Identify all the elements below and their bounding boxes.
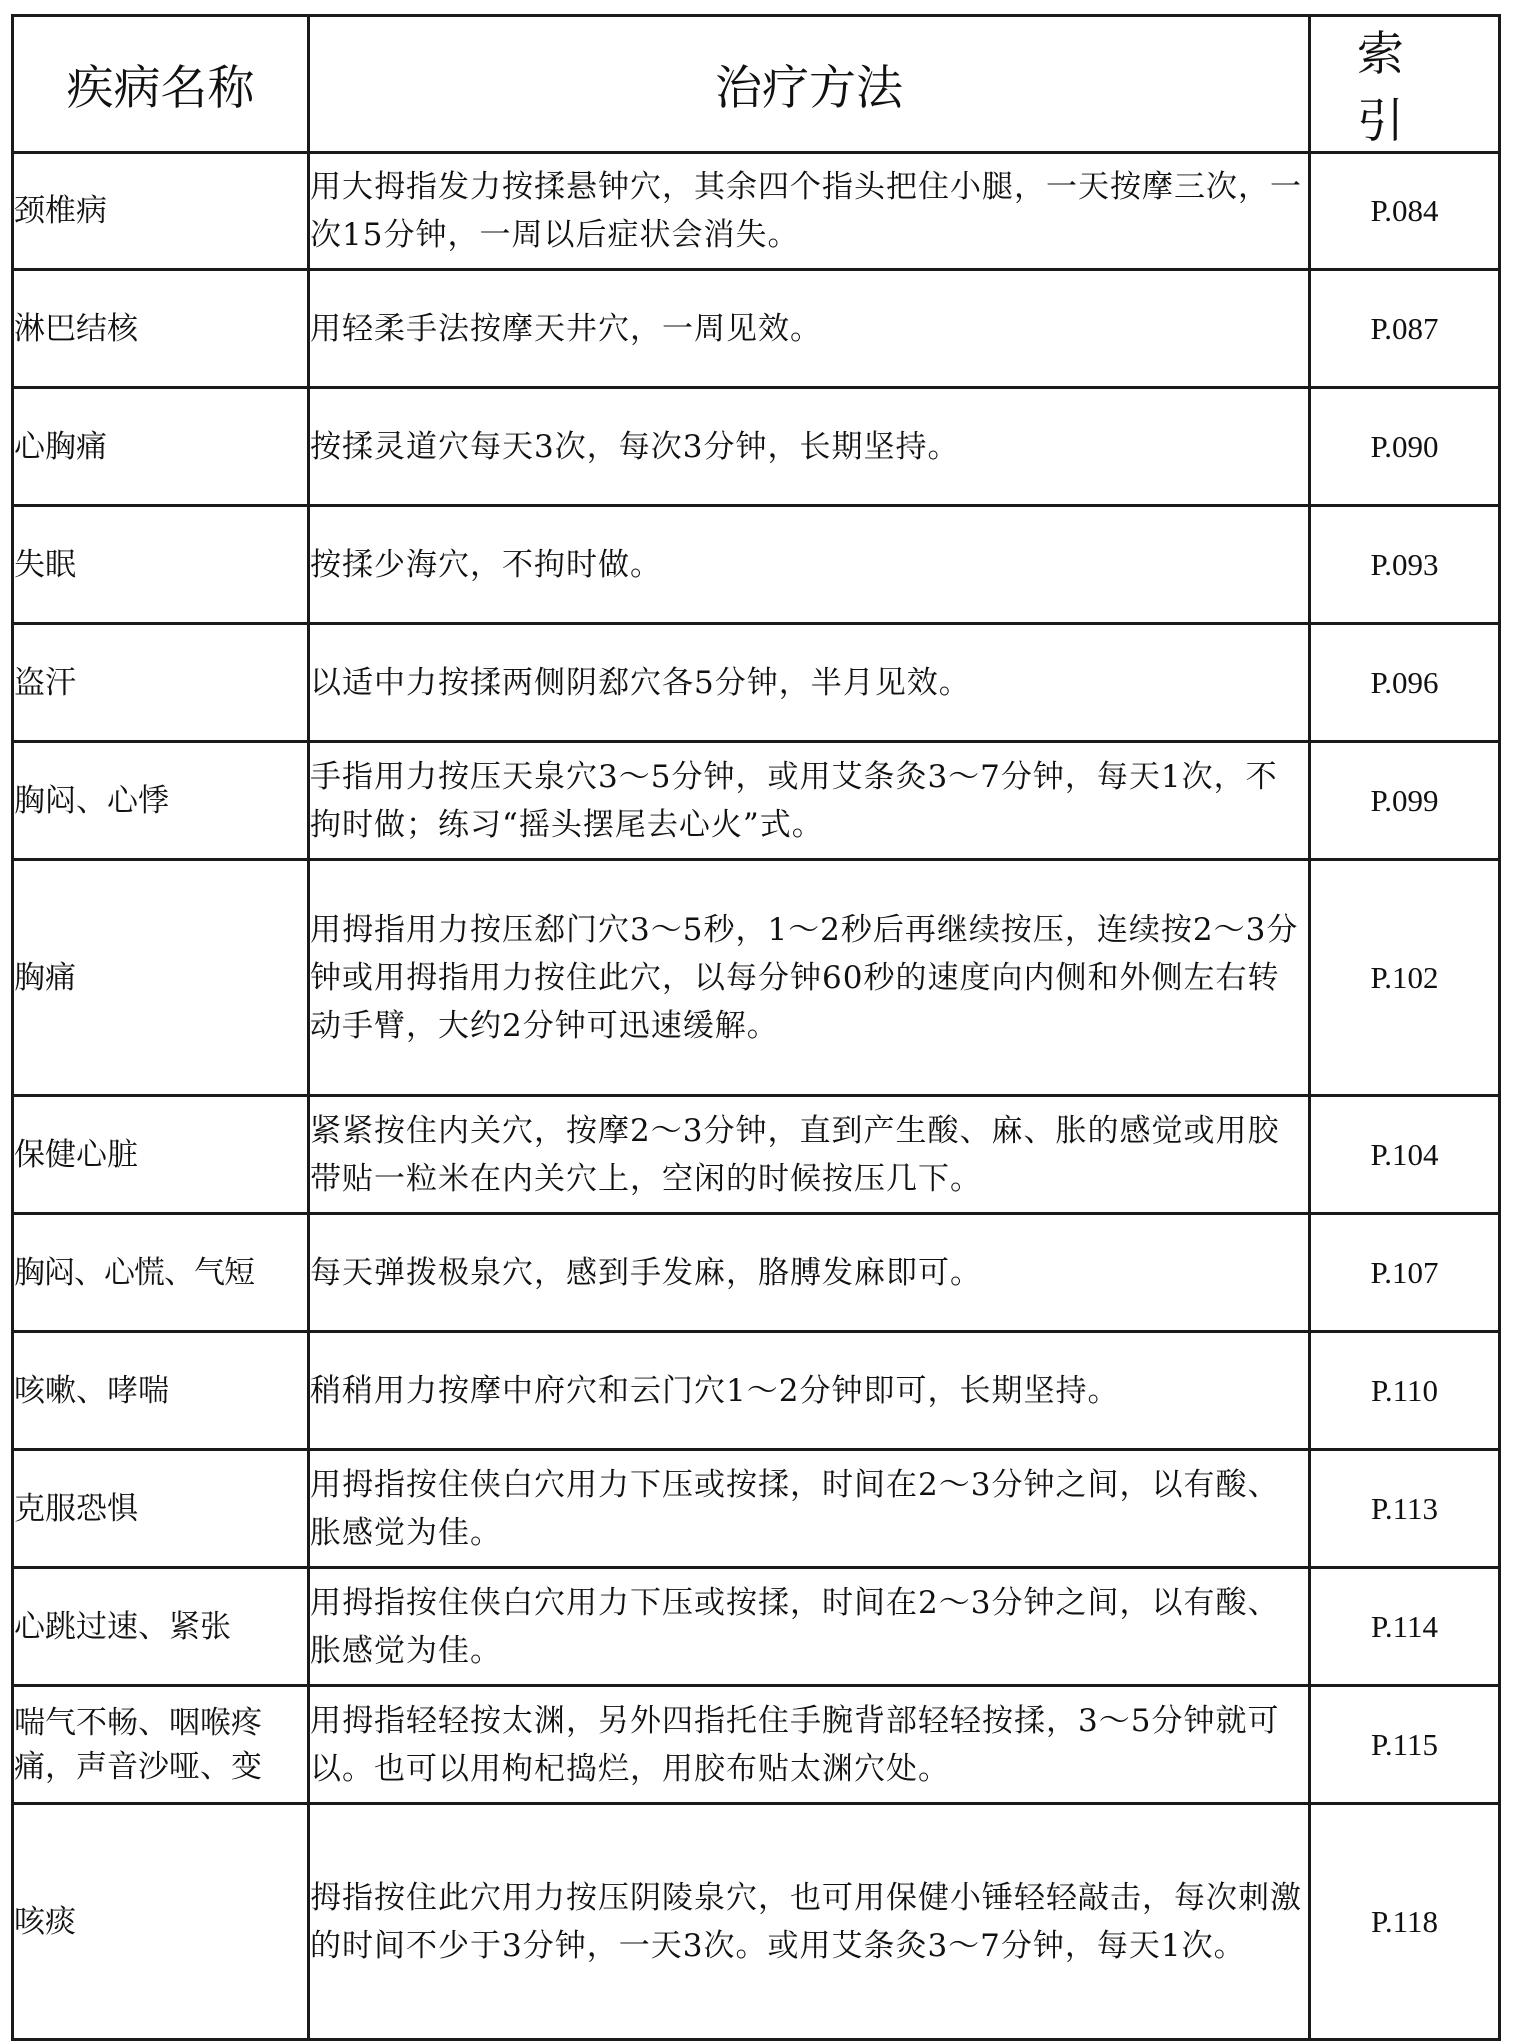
treatment-method: 用大拇指发力按揉悬钟穴，其余四个指头把住小腿，一天按摩三次，一次15分钟，一周以后症状会消失。 [309, 153, 1310, 270]
treatment-method: 每天弹拨极泉穴，感到手发麻，胳膊发麻即可。 [309, 1214, 1310, 1332]
page-index: P.093 [1310, 506, 1500, 624]
disease-name: 咳痰 [13, 1804, 309, 2040]
disease-name: 胸痛 [13, 860, 309, 1096]
table-row [13, 1686, 1500, 1804]
table-row [13, 860, 1500, 1096]
table-row [13, 1804, 1500, 2040]
treatment-method: 用拇指轻轻按太渊，另外四指托住手腕背部轻轻按揉，3～5分钟就可以。也可以用枸杞捣烂，用胶布贴太渊穴处。 [309, 1686, 1310, 1804]
page-index: P.118 [1310, 1804, 1500, 2040]
page-index: P.099 [1310, 742, 1500, 860]
table-row [13, 742, 1500, 860]
treatment-method: 手指用力按压天泉穴3～5分钟，或用艾条灸3～7分钟，每天1次，不拘时做；练习“摇头摆尾去心火”式。 [309, 742, 1310, 860]
treatment-method: 按揉灵道穴每天3次，每次3分钟，长期坚持。 [309, 388, 1310, 506]
disease-name: 喘气不畅、咽喉疼痛，声音沙哑、变 [13, 1686, 309, 1804]
treatment-method: 紧紧按住内关穴，按摩2～3分钟，直到产生酸、麻、胀的感觉或用胶带贴一粒米在内关穴上，空闲的时候按压几下。 [309, 1096, 1310, 1214]
disease-name: 保健心脏 [13, 1096, 309, 1214]
page-index: P.096 [1310, 624, 1500, 742]
disease-name: 克服恐惧 [13, 1450, 309, 1568]
page-index: P.084 [1310, 153, 1500, 270]
page-index: P.110 [1310, 1332, 1500, 1450]
page-index: P.107 [1310, 1214, 1500, 1332]
table-row [13, 1568, 1500, 1686]
table-row [13, 388, 1500, 506]
disease-name: 胸闷、心慌、气短 [13, 1214, 309, 1332]
table-row [13, 1450, 1500, 1568]
page-index: P.090 [1310, 388, 1500, 506]
table-row [13, 1214, 1500, 1332]
disease-name: 心跳过速、紧张 [13, 1568, 309, 1686]
table-row [13, 1332, 1500, 1450]
disease-name: 胸闷、心悸 [13, 742, 309, 860]
page-index: P.115 [1310, 1686, 1500, 1804]
page-index: P.087 [1310, 270, 1500, 388]
treatment-method: 用拇指用力按压郄门穴3～5秒，1～2秒后再继续按压，连续按2～3分钟或用拇指用力按住此穴，以每分钟60秒的速度向内侧和外侧左右转动手臂，大约2分钟可迅速缓解。 [309, 860, 1310, 1096]
page-index: P.114 [1310, 1568, 1500, 1686]
treatment-method: 用拇指按住侠白穴用力下压或按揉，时间在2～3分钟之间，以有酸、胀感觉为佳。 [309, 1450, 1310, 1568]
disease-name: 咳嗽、哮喘 [13, 1332, 309, 1450]
disease-name: 心胸痛 [13, 388, 309, 506]
treatment-method: 用轻柔手法按摩天井穴，一周见效。 [309, 270, 1310, 388]
page-index: P.113 [1310, 1450, 1500, 1568]
page-index: P.104 [1310, 1096, 1500, 1214]
table-row [13, 1096, 1500, 1214]
treatment-method: 稍稍用力按摩中府穴和云门穴1～2分钟即可，长期坚持。 [309, 1332, 1310, 1450]
disease-name: 淋巴结核 [13, 270, 309, 388]
treatment-method: 按揉少海穴，不拘时做。 [309, 506, 1310, 624]
table-row [13, 624, 1500, 742]
treatment-table [11, 14, 1501, 2041]
page-index: P.102 [1310, 860, 1500, 1096]
table-row [13, 270, 1500, 388]
header-row [13, 16, 1500, 153]
treatment-method: 拇指按住此穴用力按压阴陵泉穴，也可用保健小锤轻轻敲击，每次刺激的时间不少于3分钟，一天3次。或用艾条灸3～7分钟，每天1次。 [309, 1804, 1310, 2040]
disease-name: 失眠 [13, 506, 309, 624]
header-treatment-method: 治疗方法 [309, 16, 1310, 153]
treatment-method: 以适中力按揉两侧阴郄穴各5分钟，半月见效。 [309, 624, 1310, 742]
treatment-method: 用拇指按住侠白穴用力下压或按揉，时间在2～3分钟之间，以有酸、胀感觉为佳。 [309, 1568, 1310, 1686]
table-row [13, 153, 1500, 270]
disease-name: 颈椎病 [13, 153, 309, 270]
table-row [13, 506, 1500, 624]
header-disease-name: 疾病名称 [13, 16, 309, 153]
header-index: 索引 [1310, 16, 1500, 153]
disease-name: 盗汗 [13, 624, 309, 742]
